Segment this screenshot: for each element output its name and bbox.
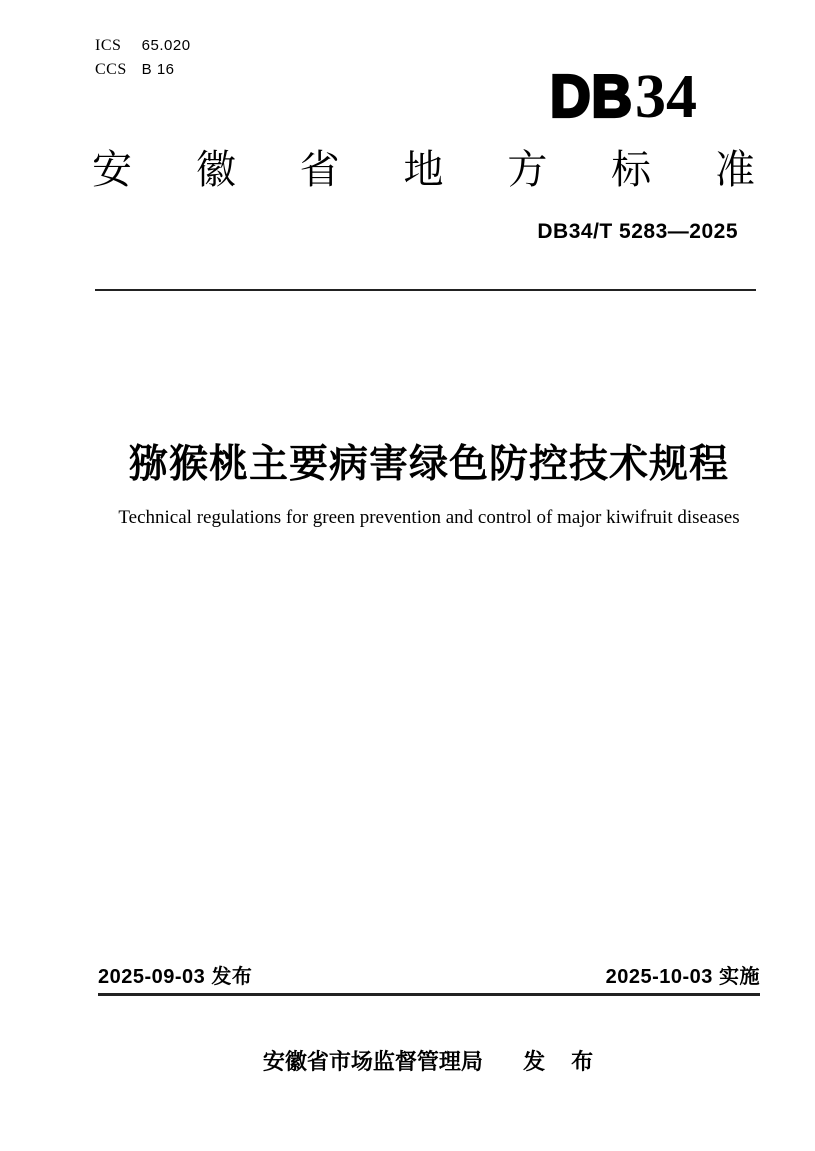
ccs-row — [95, 58, 191, 82]
publisher-line — [99, 1045, 759, 1076]
footer-rule — [98, 993, 760, 996]
ics-row — [95, 34, 191, 58]
classification-block — [95, 34, 191, 82]
dates-row — [98, 960, 760, 989]
db34-logo — [550, 62, 697, 131]
ics-value: 65.020 — [141, 37, 191, 54]
document-title-cn: 猕猴桃主要病害绿色防控技术规程 — [128, 443, 729, 486]
issued-label: 发 布 — [523, 1049, 596, 1074]
db34-logo-prefix: DB — [550, 62, 633, 130]
implement-date: 2025-10-03 实施 — [605, 966, 760, 988]
ccs-label: CCS — [95, 61, 127, 78]
ics-label: ICS — [95, 37, 122, 54]
document-title-en: Technical regulations for green prevention and control of major kiwifruit diseases — [118, 507, 740, 528]
standard-name-cn: 安 徽 省 地 方 标 准 — [92, 148, 755, 192]
issue-date: 2025-09-03 发布 — [98, 966, 253, 988]
publisher-name: 安徽省市场监督管理局 — [262, 1049, 483, 1074]
db34-logo-number: 34 — [635, 63, 697, 131]
ccs-value: B 16 — [141, 61, 175, 78]
standard-code: DB34/T 5283—2025 — [537, 220, 738, 243]
header-rule — [95, 289, 756, 291]
